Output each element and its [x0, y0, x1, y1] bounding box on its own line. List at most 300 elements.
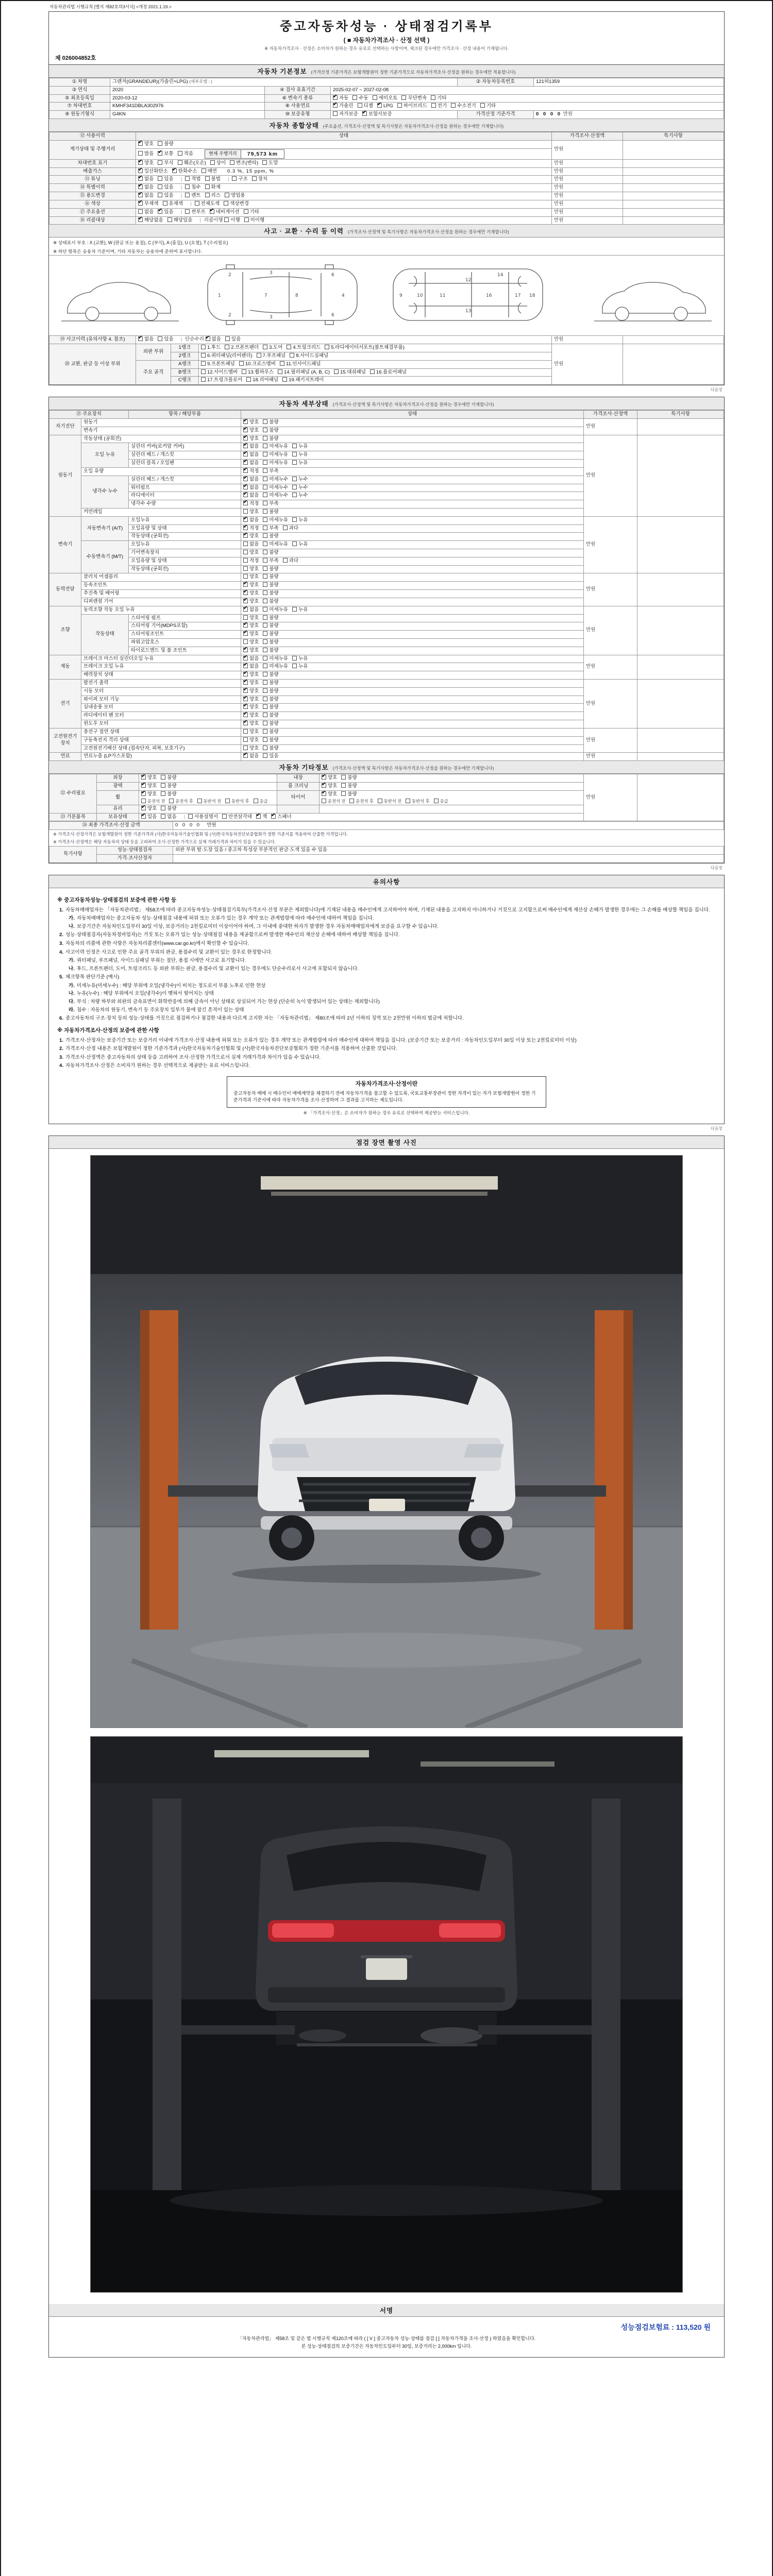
checkbox-icon[interactable] [243, 574, 248, 579]
checkbox-icon[interactable] [210, 160, 215, 165]
checkbox-icon[interactable] [263, 745, 267, 750]
checkbox-icon[interactable] [224, 201, 228, 206]
checkbox-icon[interactable] [292, 485, 297, 489]
option-불량[interactable] [263, 713, 278, 719]
option-양호[interactable] [243, 436, 259, 443]
checkbox-icon[interactable] [325, 345, 329, 349]
option-양호[interactable] [322, 783, 337, 790]
option-LPG[interactable] [377, 103, 393, 110]
checkbox-checked-icon[interactable] [138, 160, 143, 165]
option-양호[interactable] [243, 509, 259, 516]
checkbox-checked-icon[interactable] [138, 184, 143, 189]
option-미세누유[interactable] [263, 541, 288, 548]
checkbox-checked-icon[interactable] [138, 336, 143, 341]
checkbox-icon[interactable] [161, 791, 165, 796]
option-3.도어[interactable] [263, 345, 282, 351]
checkbox-icon[interactable] [201, 168, 206, 173]
option-불량[interactable] [263, 729, 278, 736]
option-양호[interactable] [243, 533, 259, 540]
checkbox-checked-icon[interactable] [141, 775, 146, 779]
option-불량[interactable] [263, 615, 278, 622]
checkbox-icon[interactable] [352, 95, 357, 100]
option-응급[interactable] [254, 799, 268, 804]
checkbox-icon[interactable] [263, 501, 267, 505]
checkbox-icon[interactable] [334, 369, 339, 374]
checkbox-icon[interactable] [225, 345, 229, 349]
price-survey-option[interactable]: ( ■ 자동차가격조사 · 산정 선택 ) [343, 37, 430, 44]
checkbox-icon[interactable] [263, 656, 267, 660]
checkbox-icon[interactable] [263, 541, 267, 546]
checkbox-icon[interactable] [287, 345, 291, 349]
checkbox-icon[interactable] [195, 201, 199, 206]
option-적음[interactable] [178, 151, 193, 158]
checkbox-icon[interactable] [263, 566, 267, 571]
option-수소전기[interactable] [451, 103, 476, 110]
option-불량[interactable] [263, 704, 278, 711]
checkbox-checked-icon[interactable] [138, 201, 143, 206]
checkbox-icon[interactable] [263, 680, 267, 685]
checkbox-checked-icon[interactable] [322, 791, 326, 796]
checkbox-icon[interactable] [263, 444, 267, 448]
option-누수[interactable] [292, 485, 308, 492]
checkbox-icon[interactable] [230, 160, 234, 165]
checkbox-icon[interactable] [243, 566, 248, 571]
checkbox-icon[interactable] [263, 648, 267, 652]
checkbox-icon[interactable] [322, 799, 326, 803]
option-없음[interactable] [206, 336, 221, 343]
option-양호[interactable] [138, 141, 154, 148]
checkbox-icon[interactable] [158, 141, 162, 146]
checkbox-icon[interactable] [480, 103, 485, 108]
checkbox-checked-icon[interactable] [243, 648, 248, 652]
checkbox-icon[interactable] [178, 151, 182, 156]
checkbox-icon[interactable] [161, 775, 165, 779]
checkbox-checked-icon[interactable] [243, 680, 248, 685]
checkbox-checked-icon[interactable] [243, 452, 248, 456]
option-4.트렁크리드[interactable] [287, 345, 321, 351]
option-있음[interactable] [141, 814, 157, 821]
checkbox-icon[interactable] [167, 217, 172, 222]
option-양호[interactable] [243, 672, 259, 679]
checkbox-icon[interactable] [292, 517, 297, 522]
checkbox-icon[interactable] [292, 664, 297, 668]
option-양호[interactable] [243, 713, 259, 719]
checkbox-icon[interactable] [138, 209, 143, 214]
checkbox-icon[interactable] [263, 631, 267, 636]
option-사용설명서[interactable] [188, 814, 218, 821]
option-상이[interactable] [210, 160, 226, 167]
checkbox-icon[interactable] [205, 176, 210, 181]
checkbox-icon[interactable] [243, 509, 248, 514]
checkbox-icon[interactable] [292, 607, 297, 612]
option-침수[interactable] [185, 184, 200, 191]
option-미세누수[interactable] [263, 493, 288, 499]
option-누유[interactable] [292, 517, 308, 524]
option-자가보증[interactable] [333, 111, 358, 118]
option-양호[interactable] [243, 428, 259, 434]
option-운전석 후[interactable] [349, 799, 373, 804]
option-14.필러패널 (A, B, C)[interactable] [278, 369, 330, 376]
checkbox-checked-icon[interactable] [243, 477, 248, 481]
option-훼손(오손)[interactable] [178, 160, 206, 167]
option-부족[interactable] [263, 558, 278, 565]
checkbox-icon[interactable] [263, 697, 267, 701]
option-세미오토[interactable] [373, 95, 398, 102]
option-영업용[interactable] [225, 193, 245, 199]
option-해당없음[interactable] [138, 217, 163, 224]
option-불량[interactable] [263, 509, 278, 516]
option-잭[interactable] [256, 814, 267, 821]
option-양호[interactable] [243, 729, 259, 736]
option-양호[interactable] [322, 791, 337, 798]
checkbox-icon[interactable] [225, 799, 230, 803]
checkbox-icon[interactable] [201, 345, 206, 349]
option-양호[interactable] [243, 623, 259, 630]
checkbox-checked-icon[interactable] [322, 783, 326, 788]
checkbox-icon[interactable] [158, 336, 162, 341]
option-양호[interactable] [243, 688, 259, 695]
option-부식[interactable] [158, 160, 173, 167]
option-없음[interactable] [138, 336, 154, 343]
checkbox-icon[interactable] [224, 217, 229, 222]
checkbox-icon[interactable] [243, 550, 248, 554]
option-가솔린[interactable] [333, 103, 354, 110]
checkbox-icon[interactable] [263, 550, 267, 554]
checkbox-icon[interactable] [431, 95, 435, 100]
checkbox-icon[interactable] [263, 753, 267, 758]
option-누유[interactable] [292, 607, 308, 614]
checkbox-icon[interactable] [341, 775, 346, 779]
checkbox-checked-icon[interactable] [243, 607, 248, 612]
checkbox-icon[interactable] [263, 582, 267, 587]
option-16.플로어패널[interactable] [370, 369, 407, 376]
checkbox-icon[interactable] [163, 201, 167, 206]
option-전기[interactable] [431, 103, 447, 110]
option-없음[interactable] [243, 664, 259, 670]
checkbox-checked-icon[interactable] [243, 468, 248, 473]
checkbox-checked-icon[interactable] [243, 590, 248, 595]
option-구조[interactable] [232, 176, 247, 183]
option-15.대쉬패널[interactable] [334, 369, 366, 376]
option-누유[interactable] [292, 460, 308, 467]
option-동반석 후[interactable] [225, 799, 249, 804]
option-운전석 전[interactable] [141, 799, 165, 804]
option-적정[interactable] [243, 558, 259, 565]
option-2.프론트펜더[interactable] [225, 345, 259, 351]
checkbox-icon[interactable] [263, 533, 267, 538]
option-9.프론트패널[interactable] [201, 361, 235, 368]
option-있음[interactable] [263, 753, 278, 760]
checkbox-icon[interactable] [263, 599, 267, 603]
option-없음[interactable] [161, 814, 176, 821]
checkbox-checked-icon[interactable] [243, 631, 248, 636]
option-양호[interactable] [243, 639, 259, 646]
checkbox-icon[interactable] [263, 460, 267, 465]
option-미세누유[interactable] [263, 664, 288, 670]
checkbox-icon[interactable] [263, 737, 267, 742]
option-양호[interactable] [243, 599, 259, 605]
option-있음[interactable] [158, 209, 173, 216]
checkbox-icon[interactable] [262, 160, 267, 165]
option-장치[interactable] [252, 176, 267, 183]
checkbox-checked-icon[interactable] [243, 460, 248, 465]
checkbox-checked-icon[interactable] [243, 664, 248, 668]
option-5.라디에이터서포트(볼트체결부품)[interactable] [325, 345, 405, 351]
option-양호[interactable] [243, 582, 259, 589]
option-무단변속[interactable] [401, 95, 427, 102]
option-운전석 후[interactable] [169, 799, 193, 804]
option-화재[interactable] [205, 184, 221, 191]
option-불량[interactable] [263, 639, 278, 646]
checkbox-checked-icon[interactable] [243, 526, 248, 530]
checkbox-checked-icon[interactable] [141, 814, 146, 819]
option-없음[interactable] [243, 444, 259, 450]
checkbox-icon[interactable] [185, 184, 190, 189]
option-과다[interactable] [283, 526, 298, 532]
checkbox-icon[interactable] [263, 345, 267, 349]
option-적정[interactable] [243, 468, 259, 475]
checkbox-checked-icon[interactable] [333, 95, 338, 100]
option-없음[interactable] [243, 485, 259, 492]
checkbox-icon[interactable] [263, 607, 267, 612]
checkbox-icon[interactable] [341, 791, 346, 796]
option-양호[interactable] [243, 631, 259, 638]
option-1.후드[interactable] [201, 345, 221, 351]
option-미이행[interactable] [244, 217, 265, 224]
checkbox-icon[interactable] [263, 436, 267, 440]
checkbox-icon[interactable] [397, 103, 402, 108]
checkbox-checked-icon[interactable] [362, 111, 367, 116]
option-없음[interactable] [243, 753, 259, 760]
checkbox-icon[interactable] [185, 176, 190, 181]
option-13.휠하우스[interactable] [242, 369, 274, 376]
option-보험사보증[interactable] [362, 111, 392, 118]
checkbox-icon[interactable] [283, 526, 288, 530]
checkbox-icon[interactable] [292, 477, 297, 481]
option-누유[interactable] [292, 452, 308, 459]
checkbox-icon[interactable] [225, 193, 229, 197]
option-누유[interactable] [292, 541, 308, 548]
checkbox-checked-icon[interactable] [172, 168, 177, 173]
checkbox-icon[interactable] [278, 369, 282, 374]
checkbox-icon[interactable] [244, 217, 249, 222]
checkbox-icon[interactable] [225, 336, 230, 341]
checkbox-icon[interactable] [263, 526, 267, 530]
checkbox-icon[interactable] [283, 558, 288, 563]
checkbox-icon[interactable] [243, 558, 248, 563]
option-12.사이드멤버[interactable] [201, 369, 238, 376]
option-7.루프패널[interactable] [257, 353, 286, 360]
option-양호[interactable] [243, 697, 259, 703]
checkbox-checked-icon[interactable] [243, 485, 248, 489]
option-17.트렁크플로어[interactable] [201, 377, 242, 384]
checkbox-checked-icon[interactable] [243, 517, 248, 522]
option-있음[interactable] [158, 336, 173, 343]
option-불량[interactable] [263, 566, 278, 573]
checkbox-icon[interactable] [263, 493, 267, 497]
checkbox-icon[interactable] [201, 353, 206, 358]
checkbox-icon[interactable] [222, 814, 227, 819]
checkbox-checked-icon[interactable] [243, 493, 248, 497]
checkbox-icon[interactable] [263, 428, 267, 432]
checkbox-checked-icon[interactable] [256, 814, 261, 819]
option-6.쿼터패널(리어펜더)[interactable] [201, 353, 253, 360]
option-불량[interactable] [263, 574, 278, 581]
checkbox-checked-icon[interactable] [141, 783, 146, 788]
checkbox-checked-icon[interactable] [138, 176, 143, 181]
option-안전삼각대[interactable] [222, 814, 252, 821]
option-있음[interactable] [158, 184, 173, 191]
option-누수[interactable] [292, 477, 308, 483]
checkbox-checked-icon[interactable] [243, 672, 248, 676]
option-없음[interactable] [243, 656, 259, 663]
checkbox-icon[interactable] [263, 688, 267, 693]
checkbox-checked-icon[interactable] [322, 775, 326, 779]
checkbox-icon[interactable] [263, 558, 267, 563]
option-일산화탄소[interactable] [138, 168, 168, 175]
option-양호[interactable] [243, 590, 259, 597]
checkbox-icon[interactable] [292, 452, 297, 456]
checkbox-checked-icon[interactable] [243, 436, 248, 440]
option-없음[interactable] [243, 517, 259, 524]
option-색상변경[interactable] [224, 201, 249, 208]
option-보통[interactable] [158, 151, 173, 158]
checkbox-icon[interactable] [243, 639, 248, 644]
option-수동[interactable] [352, 95, 368, 102]
option-불법[interactable] [205, 176, 221, 183]
option-불량[interactable] [263, 419, 278, 426]
option-양호[interactable] [141, 783, 157, 790]
option-양호[interactable] [243, 615, 259, 622]
option-적정[interactable] [243, 526, 259, 532]
checkbox-icon[interactable] [263, 468, 267, 473]
option-없음[interactable] [138, 193, 154, 199]
checkbox-icon[interactable] [201, 361, 206, 366]
checkbox-icon[interactable] [242, 369, 246, 374]
checkbox-icon[interactable] [232, 176, 237, 181]
checkbox-icon[interactable] [169, 799, 174, 803]
checkbox-icon[interactable] [263, 664, 267, 668]
checkbox-icon[interactable] [292, 460, 297, 465]
option-미세누수[interactable] [263, 485, 288, 492]
checkbox-icon[interactable] [158, 193, 162, 197]
option-적법[interactable] [185, 176, 200, 183]
option-불량[interactable] [263, 672, 278, 679]
checkbox-icon[interactable] [434, 799, 439, 803]
option-불량[interactable] [263, 590, 278, 597]
option-동반석 후[interactable] [406, 799, 429, 804]
checkbox-icon[interactable] [378, 799, 382, 803]
checkbox-icon[interactable] [243, 737, 248, 742]
option-누수[interactable] [292, 493, 308, 499]
option-네비게이션[interactable] [210, 209, 240, 216]
option-누유[interactable] [292, 444, 308, 450]
checkbox-checked-icon[interactable] [158, 209, 162, 214]
checkbox-icon[interactable] [161, 806, 165, 810]
option-미세누유[interactable] [263, 656, 288, 663]
option-부족[interactable] [263, 526, 278, 532]
option-양호[interactable] [243, 550, 259, 556]
checkbox-icon[interactable] [263, 574, 267, 579]
checkbox-icon[interactable] [161, 783, 165, 788]
option-불량[interactable] [161, 783, 176, 790]
option-양호[interactable] [243, 704, 259, 711]
checkbox-icon[interactable] [263, 639, 267, 644]
option-없음[interactable] [243, 452, 259, 459]
option-매연[interactable] [201, 168, 217, 175]
checkbox-icon[interactable] [292, 656, 297, 660]
option-운전석 전[interactable] [322, 799, 345, 804]
option-리스[interactable] [205, 193, 221, 199]
checkbox-icon[interactable] [292, 493, 297, 497]
option-19.패키지트레이[interactable] [282, 377, 324, 384]
checkbox-icon[interactable] [292, 541, 297, 546]
checkbox-icon[interactable] [205, 184, 210, 189]
checkbox-icon[interactable] [263, 713, 267, 717]
option-미세누유[interactable] [263, 517, 288, 524]
option-과다[interactable] [283, 558, 298, 565]
option-디젤[interactable] [358, 103, 373, 110]
option-부족[interactable] [263, 468, 278, 475]
option-탄화수소[interactable] [172, 168, 197, 175]
option-누유[interactable] [292, 656, 308, 663]
checkbox-icon[interactable] [188, 814, 193, 819]
checkbox-icon[interactable] [178, 160, 182, 165]
option-양호[interactable] [243, 566, 259, 573]
option-불량[interactable] [263, 648, 278, 654]
checkbox-icon[interactable] [401, 95, 406, 100]
option-자동[interactable] [333, 95, 348, 102]
checkbox-checked-icon[interactable] [206, 336, 210, 341]
checkbox-checked-icon[interactable] [141, 806, 146, 810]
checkbox-icon[interactable] [431, 103, 436, 108]
option-스패너[interactable] [271, 814, 292, 821]
option-양호[interactable] [141, 806, 157, 812]
option-불량[interactable] [161, 775, 176, 782]
option-있음[interactable] [225, 336, 241, 343]
option-11.인사이드패널[interactable] [280, 361, 321, 368]
option-누유[interactable] [292, 664, 308, 670]
checkbox-checked-icon[interactable] [158, 151, 162, 156]
checkbox-checked-icon[interactable] [243, 501, 248, 505]
option-양호[interactable] [322, 775, 337, 782]
option-불량[interactable] [341, 783, 357, 790]
option-불량[interactable] [263, 631, 278, 638]
checkbox-icon[interactable] [333, 111, 338, 116]
option-불량[interactable] [263, 688, 278, 695]
checkbox-checked-icon[interactable] [271, 814, 276, 819]
option-불량[interactable] [158, 141, 173, 148]
checkbox-checked-icon[interactable] [243, 656, 248, 660]
option-미세누수[interactable] [263, 477, 288, 483]
option-양호[interactable] [243, 648, 259, 654]
option-미세누유[interactable] [263, 607, 288, 614]
checkbox-checked-icon[interactable] [377, 103, 382, 108]
option-불량[interactable] [263, 599, 278, 605]
checkbox-icon[interactable] [263, 721, 267, 725]
option-불량[interactable] [263, 737, 278, 744]
option-있음[interactable] [158, 193, 173, 199]
option-미세누유[interactable] [263, 452, 288, 459]
checkbox-icon[interactable] [280, 361, 284, 366]
checkbox-icon[interactable] [246, 377, 251, 382]
option-8.사이드실패널[interactable] [290, 353, 328, 360]
option-많음[interactable] [138, 151, 154, 158]
checkbox-checked-icon[interactable] [138, 217, 143, 222]
option-불량[interactable] [263, 428, 278, 434]
checkbox-icon[interactable] [158, 160, 162, 165]
checkbox-icon[interactable] [263, 419, 267, 424]
